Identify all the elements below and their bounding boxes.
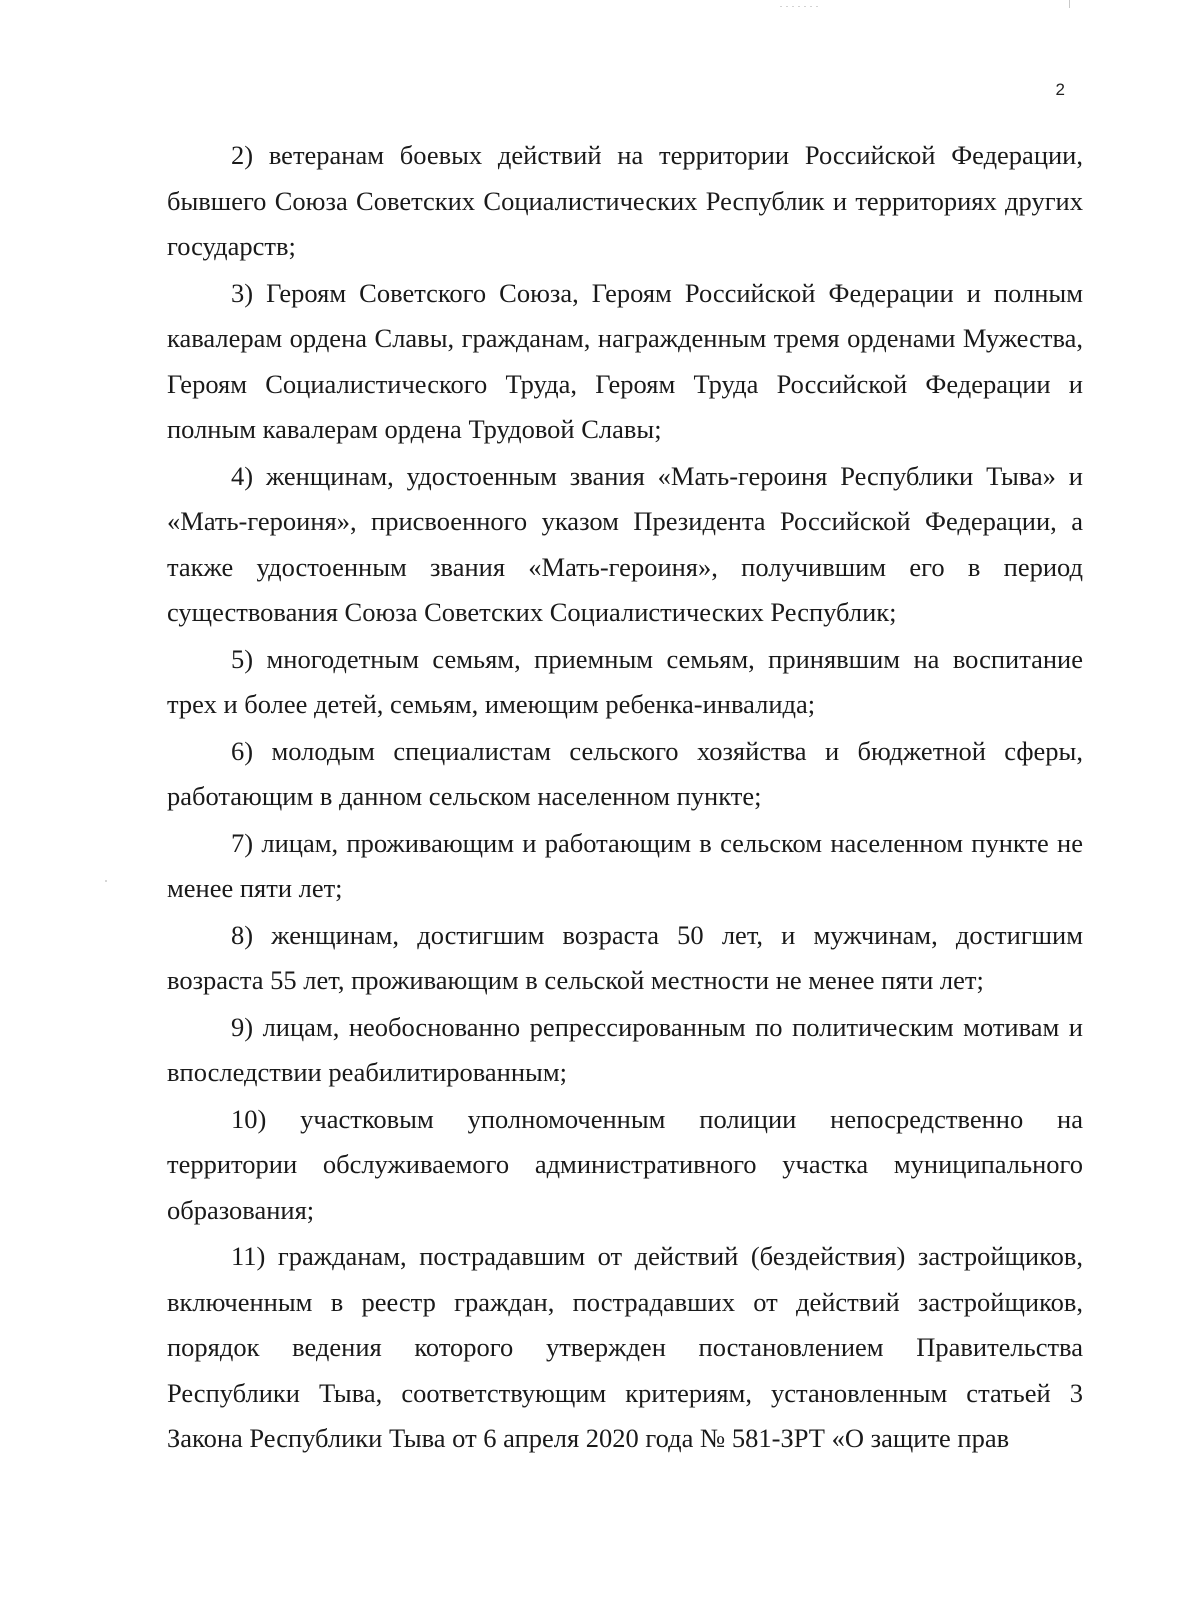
scan-artifact-speck	[105, 880, 107, 882]
list-item-6: 6) молодым специалистам сельского хозяйства и бюджетной сферы, работающим в данном сельском населенном пункте;	[167, 735, 1083, 811]
list-item-5: 5) многодетным семьям, приемным семьям, принявшим на воспитание трех и более детей, семьям, имеющим ребенка-инвалида;	[167, 643, 1083, 719]
list-item-10: 10) участковым уполномоченным полиции непосредственно на территории обслуживаемого административного участка муниципального образования;	[167, 1103, 1083, 1225]
list-item-3: 3) Героям Советского Союза, Героям Российской Федерации и полным кавалерам ордена Славы, гражданам, награжденным тремя орденами Мужества, Героям Социалистического Труда, Героям Труда Российской Федерации и полным кавалерам ордена Трудовой Славы;	[167, 277, 1083, 444]
list-item-11: 11) гражданам, пострадавшим от действий (бездействия) застройщиков, включенным в реестр граждан, пострадавших от действий застройщиков, порядок ведения которого утвержден постановлением Правительства Республики Тыва, соответствующим критериям, установленным статьей 3 Закона Республики Тыва от 6 апреля 2020 года № 581-ЗРТ «О защите прав	[167, 1241, 1083, 1453]
scan-artifact-dots	[780, 6, 820, 7]
page-number: 2	[1055, 80, 1065, 99]
scan-artifact-line	[1069, 0, 1070, 8]
list-item-8: 8) женщинам, достигшим возраста 50 лет, и мужчинам, достигшим возраста 55 лет, проживающим в сельской местности не менее пяти лет;	[167, 919, 1083, 995]
list-item-9: 9) лицам, необоснованно репрессированным по политическим мотивам и впоследствии реабилитированным;	[167, 1011, 1083, 1087]
document-body	[167, 133, 1083, 1462]
list-item-4: 4) женщинам, удостоенным звания «Мать-героиня Республики Тыва» и «Мать-героиня», присвоенного указом Президента Российской Федерации, а также удостоенным звания «Мать-героиня», получившим его в период существования Союза Советских Социалистических Республик;	[167, 460, 1083, 627]
list-item-7: 7) лицам, проживающим и работающим в сельском населенном пункте не менее пяти лет;	[167, 827, 1083, 903]
list-item-2: 2) ветеранам боевых действий на территории Российской Федерации, бывшего Союза Советских Социалистических Республик и территориях других государств;	[167, 140, 1083, 261]
